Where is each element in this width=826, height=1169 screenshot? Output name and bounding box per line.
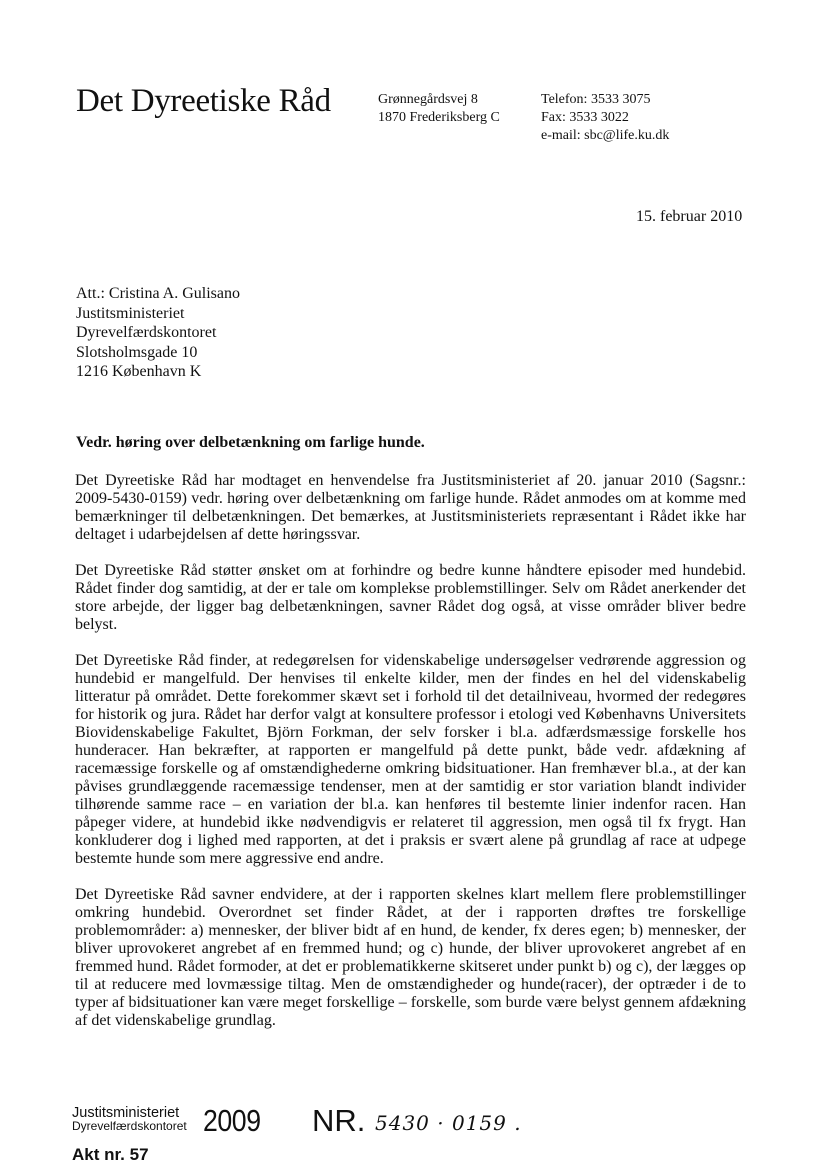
sender-address (378, 91, 500, 127)
recipient-line: Att.: Cristina A. Gulisano (76, 285, 240, 302)
recipient-line: Dyrevelfærdskontoret (76, 324, 217, 341)
address-street: Grønnegårdsvej 8 (378, 92, 478, 107)
contact-phone: Telefon: 3533 3075 (541, 92, 651, 107)
stamp-nr-label: NR. (312, 1103, 366, 1138)
ministry-receipt-stamp (72, 1103, 532, 1169)
sender-contact (541, 91, 669, 145)
stamp-department: Dyrevelfærdskontoret (72, 1119, 187, 1133)
stamp-office (72, 1107, 187, 1133)
body-paragraph: Det Dyreetiske Råd har modtaget en henvendelse fra Justitsministeriet af 20. januar 2010 (Sagsnr.: 2009-5430-0159) vedr. høring over delbetænkning om farlige hunde. Rådet anmodes om at komme med bemærkninger til delbetænkningen. Det bemærkes, at Justitsministeriets repræsentant i Rådet ikke har deltaget i udarbejdelsen af dette høringssvar. (75, 472, 746, 543)
contact-email: e-mail: sbc@life.ku.dk (541, 128, 670, 143)
letter-date: 15. februar 2010 (636, 208, 743, 225)
letter-subject: Vedr. høring over delbetænkning om farlige hunde. (76, 434, 425, 451)
body-paragraph: Det Dyreetiske Råd savner endvidere, at der i rapporten skelnes klart mellem flere problemstillinger omkring hundebid. Overordnet set finder Rådet, at der i rapporten drøftes tre forskellige problemområder: a) mennesker, der bliver bidt af en hund, de kender, fx deres egen; b) mennesker, der bliver uprovokeret angrebet af en fremmed hund; og c) hunde, der bliver uprovokeret angrebet af en fremmed hund. Rådet formoder, at det er problematikkerne skitseret under punkt b) og c), der lægges op til at reducere med lovmæssige tiltag. Men de omstændigheder og hunde(racer), der optræder i de to typer af bidsituationer kan være meget forskellige – forskelle, som burde være belyst gennem afdækning af det videnskabelige grundlag. (75, 886, 746, 1029)
stamp-ministry: Justitsministeriet (72, 1105, 180, 1121)
recipient-line: 1216 København K (76, 363, 202, 380)
recipient-line: Justitsministeriet (76, 304, 185, 322)
stamp-handwritten-number: 5430 · 0159 . (375, 1111, 522, 1135)
recipient-line: Slotsholmsgade 10 (76, 343, 198, 361)
body-paragraph: Det Dyreetiske Råd støtter ønsket om at forhindre og bedre kunne håndtere episoder med hundebid. Rådet finder dog samtidig, at der er tale om komplekse problemstillinger. Selv om Rådet anerkender det store arbejde, der ligger bag delbetænkningen, savner Rådet dog også, at visse områder bliver bedre belyst. (75, 562, 746, 633)
contact-fax: Fax: 3533 3022 (541, 110, 629, 125)
stamp-akt-number: Akt nr. 57 (72, 1145, 149, 1164)
letter-body (75, 472, 746, 1030)
recipient-block (76, 284, 240, 382)
address-city: 1870 Frederiksberg C (378, 110, 500, 125)
stamp-year: 2009 (203, 1103, 261, 1138)
letterhead-title: Det Dyreetiske Råd (76, 83, 331, 119)
body-paragraph: Det Dyreetiske Råd finder, at redegørelsen for videnskabelige undersøgelser vedrørende aggression og hundebid er mangelfuld. Der henvises til enkelte kilder, men der findes en hel del videnskabelig litteratur på området. Dette forekommer skævt set i forhold til det detailniveau, hvormed der redegøres for historik og jura. Rådet har derfor valgt at konsultere professor i etologi ved Københavns Universitets Biovidenskabelige Fakultet, Björn Forkman, der selv forsker i bl.a. adfærdsmæssige forskelle hos hunderacer. Han bekræfter, at rapporten er mangelfuld på dette punkt, både vedr. afdækning af racemæssige forskelle og af omstændighederne omkring bidsituationer. Han fremhæver bl.a., at der kan påvises grundlæggende racemæssige tendenser, men at der samtidig er stor variation blandt individer tilhørende samme race – en variation der bl.a. kan henføres til bestemte linier indenfor racen. Han påpeger videre, at hundebid ikke nødvendigvis er relateret til aggression, men også til fx frygt. Han konkluderer dog i lighed med rapporten, at det i praksis er svært alene på grundlag af race at udpege bestemte hunde som mere aggressive end andre. (75, 652, 746, 867)
